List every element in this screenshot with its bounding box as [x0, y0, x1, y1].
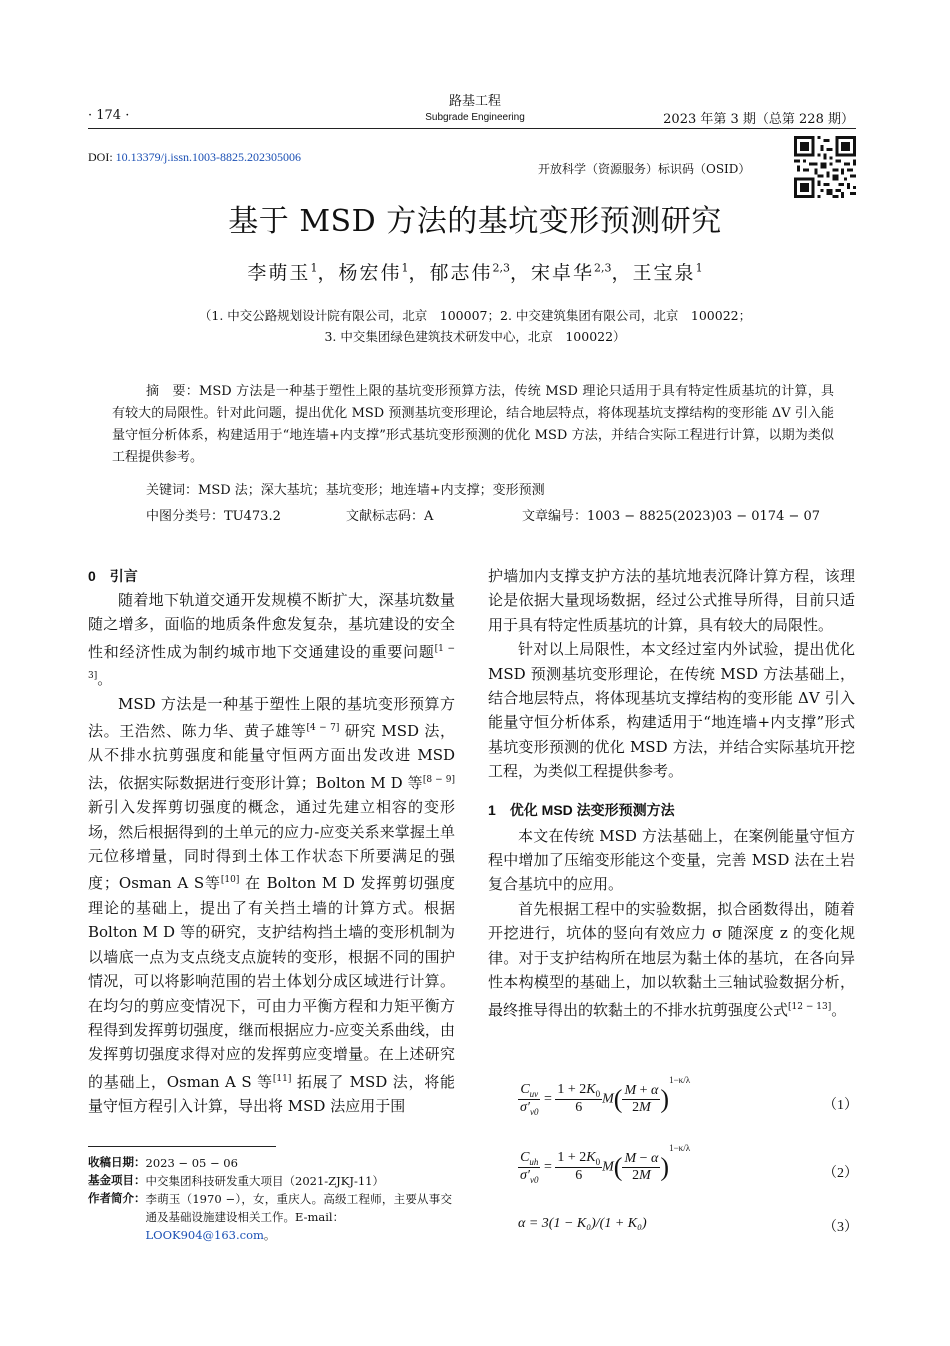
abstract: [112, 380, 834, 469]
author-affiliation-mark: 2,3: [594, 261, 612, 275]
footnote-received: 收稿日期： 2023 − 05 − 06: [88, 1156, 238, 1170]
author-affiliation-mark: 1: [695, 261, 703, 275]
affiliation-line: 3. 中交集团绿色建筑技术研发中心，北京 100022）: [324, 329, 626, 344]
author-email-link[interactable]: LOOK904@163.com: [145, 1228, 264, 1242]
citation[interactable]: [12 − 13]: [788, 1001, 832, 1012]
page-number: · 174 ·: [88, 108, 130, 123]
author-name: 杨宏伟: [338, 262, 402, 284]
equation-number: （2）: [823, 1166, 858, 1181]
section-heading-method: 1 优化 MSD 法变形预测方法: [488, 801, 675, 818]
section-heading-intro: 0 引言: [88, 568, 138, 584]
footnotes: [88, 1154, 452, 1244]
citation[interactable]: [1 − 3]: [88, 643, 455, 682]
paragraph: 针对以上局限性，本文经过室内外试验，提出优化 MSD 预测基坑变形理论，在传统 MSD 方法基础上，结合地层特点，将体现基坑支撑结构的变形能 ΔV 引入能量守恒分析体系，构建适用于“地连墙+内支撑”形式基坑变形预测的优化 MSD 方法，并结合实际基坑开挖工程，为类似工程提供参考。: [488, 640, 855, 781]
qr-code-icon[interactable]: [794, 136, 856, 198]
doi: [88, 150, 301, 165]
equation-3: [518, 1216, 858, 1238]
abstract-label: 摘 要：: [146, 383, 200, 398]
equation-2: $\frac{C_{uh}}{\sigma'_{v0}}$ = $\frac{1 + 2K_0}{6}$ M( $\frac{M - \alpha}{2M}$ )$^{1-\kappa/\lambda}$ （2）: [520, 1142, 858, 1185]
paragraph: 本文在传统 MSD 方法基础上，在案例能量守恒方程中增加了压缩变形能这个变量，完善 MSD 法在土岩复合基坑中的应用。: [488, 826, 855, 894]
paper-title: 基于 MSD 方法的基坑变形预测研究: [228, 204, 722, 239]
issue-info: 2023 年第 3 期（总第 228 期）: [663, 112, 854, 127]
author-name: 郁志伟: [429, 262, 493, 284]
abstract-text: MSD 方法是一种基于塑性上限的基坑变形预算方法，传统 MSD 理论只适用于具有特定性质基坑的计算，具有较大的局限性。针对此问题，提出优化 MSD 预测基坑变形理论，结合地层特点，将体现基坑支撑结构的变形能 ΔV 引入能量守恒分析体系，构建适用于“地连墙+内支撑”形式基坑变形预测的优化 MSD 方法，并结合实际工程进行计算，以期为类似工程提供参考。: [112, 384, 834, 465]
equation-text: α = 3(1 − K₀)/(1 + K₀): [518, 1216, 647, 1231]
equation-number: （1）: [823, 1098, 858, 1113]
citation[interactable]: [8 − 9]: [422, 774, 455, 785]
footnote-divider: [88, 1146, 276, 1147]
affiliation-line: （1. 中交公路规划设计院有限公司，北京 100007；2. 中交建筑集团有限公司，北京 100022；: [198, 308, 752, 323]
keywords-text: MSD 法；深大基坑；基坑变形；地连墙+内支撑；变形预测: [198, 483, 545, 498]
author-name: 王宝泉: [632, 262, 696, 284]
document-code: [346, 505, 433, 524]
doi-label: DOI:: [88, 150, 116, 164]
footnote-author: 作者简介： 李萌玉（1970 −），女，重庆人。高级工程师，主要从事交通及基础设施建设相关工作。E-mail： LOOK904@163.com。: [88, 1192, 452, 1242]
equation-1: $\frac{C_{uv}}{\sigma'_{v0}}$ = $\frac{1 + 2K_0}{6}$ M( $\frac{M + \alpha}{2M}$ )$^{1-\kappa/\lambda}$ （1）: [520, 1074, 858, 1117]
citation[interactable]: [11]: [272, 1073, 292, 1084]
citation[interactable]: [4 − 7]: [306, 723, 340, 734]
article-label: 文章编号：: [522, 508, 588, 523]
affiliations: [0, 305, 950, 347]
author-affiliation-mark: 1: [310, 261, 318, 275]
journal-name-cn: 路基工程: [448, 94, 501, 109]
paragraph: 随着地下轨道交通开发规模不断扩大，深基坑数量随之增多，面临的地质条件愈发复杂，基坑建设的安全性和经济性成为制约城市地下交通建设的重要问题[1 − 3]。: [88, 591, 455, 689]
keywords: [146, 479, 545, 498]
article-number: [522, 505, 820, 524]
equation-number: （3）: [823, 1220, 858, 1235]
header-divider: [88, 128, 856, 129]
article-value: 1003 − 8825(2023)03 − 0174 − 07: [587, 509, 821, 524]
clc-label: 中图分类号：: [146, 508, 225, 523]
author-affiliation-mark: 2,3: [492, 261, 510, 275]
doc-label: 文献标志码：: [346, 508, 425, 523]
footnote-fund: 基金项目： 中交集团科技研发重大项目（2021-ZJKJ-11）: [88, 1174, 384, 1188]
clc-value: TU473.2: [224, 509, 281, 524]
paragraph: 护墙加内支撑支护方法的基坑地表沉降计算方程，该理论是依据大量现场数据，经过公式推导所得，目前只适用于具有特定性质基坑的计算，具有较大的局限性。: [488, 567, 855, 634]
left-column: [88, 564, 455, 1119]
citation[interactable]: [10]: [220, 875, 240, 886]
doc-value: A: [424, 509, 434, 524]
author-list: 李萌玉$^1$，杨宏伟$^1$，郁志伟$^{2,3}$，宋卓华$^{2,3}$，王宝泉$^1$: [247, 261, 703, 284]
clc-number: [146, 505, 281, 524]
paragraph: 首先根据工程中的实验数据，拟合函数得出，随着开挖进行，坑体的竖向有效应力 σ 随深度 z 的变化规律。对于支护结构所在地层为黏土体的基坑，在各向异性本构模型的基础上，加以软黏土三轴试验数据分析，最终推导得出的软黏土的不排水抗剪强度公式[12 − 13]。: [488, 899, 855, 1019]
osid-label: 开放科学（资源服务）标识码（OSID）: [538, 162, 751, 176]
doi-link[interactable]: 10.13379/j.issn.1003-8825.202305006: [115, 150, 302, 164]
author-name: 李萌玉: [247, 262, 311, 284]
author-affiliation-mark: 1: [401, 261, 409, 275]
journal-name-en: Subgrade Engineering: [425, 112, 525, 123]
keywords-label: 关键词：: [146, 482, 199, 497]
paragraph: MSD 方法是一种基于塑性上限的基坑变形预算方法。王浩然、陈力华、黄子雄等[4 − 7] 研究 MSD 法，从不排水抗剪强度和能量守恒两方面出发改进 MSD 法，依据实际数据进行变形计算；Bolton M D 等[8 − 9] 新引入发挥剪切强度的概念，通过先建立相容的变形场，然后根据得到的土单元的应力-应变关系来掌握土单元位移增量，同时得到土体工作状态下所要满足的强度；Osman A S等[10] 在 Bolton M D 发挥剪切强度理论的基础上，提出了有关挡土墙的计算方式。根据 Bolton M D 等的研究，支护结构挡土墙的变形机制为以墙底一点为支点绕支点旋转的变形，根据不同的围护情况，可以将影响范围的岩土体划分成区域进行计算。在均匀的剪应变情况下，可由力平衡方程和力矩平衡方程得到发挥剪切强度，继而根据应力-应变关系曲线，由发挥剪切强度求得对应的发挥剪应变增量。在上述研究的基础上，Osman A S 等[11] 拓展了 MSD 法，将能量守恒方程引入计算，导出将 MSD 法应用于围: [88, 694, 455, 1116]
author-name: 宋卓华: [531, 262, 595, 284]
right-column: [488, 564, 855, 1022]
